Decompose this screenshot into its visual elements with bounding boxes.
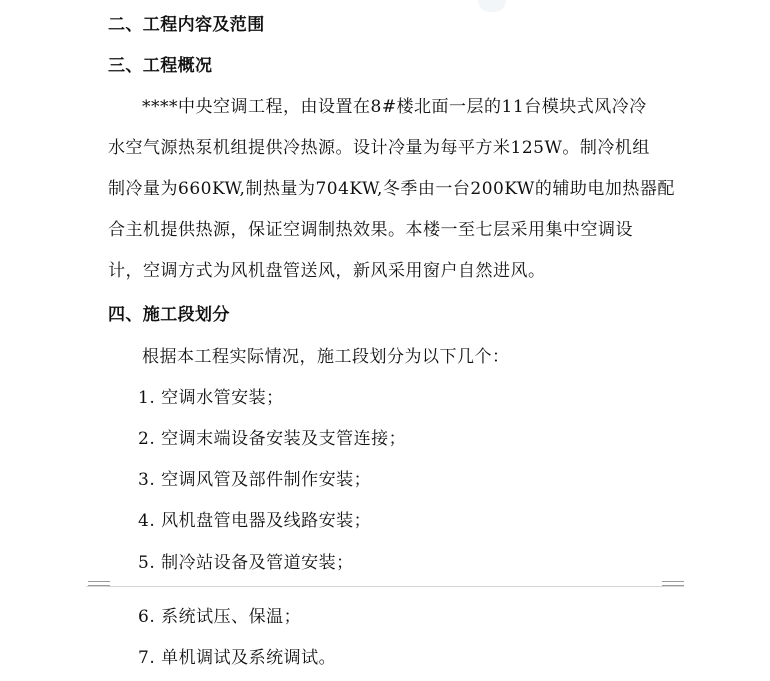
section-heading-overview: 三、工程概况 [108,56,213,76]
division-list-item-3: 3. 空调风管及部件制作安装； [138,470,372,490]
division-list-item-1: 1. 空调水管安装； [138,388,284,408]
division-list-item-7: 7. 单机调试及系统调试。 [138,648,337,668]
division-list-item-5: 5. 制冷站设备及管道安装； [138,553,354,573]
section-heading-division: 四、施工段划分 [108,305,230,325]
division-list-item-4: 4. 风机盘管电器及线路安装； [138,511,372,531]
division-list-item-6: 6. 系统试压、保温； [138,607,302,627]
division-intro-text: 根据本工程实际情况，施工段划分为以下几个： [142,347,510,367]
overview-paragraph-line-5: 计，空调方式为风机盘管送风，新风采用窗户自然进风。 [108,261,546,281]
faint-top-mark [478,0,506,12]
overview-paragraph-line-3: 制冷量为660KW,制热量为704KW,冬季由一台200KW的辅助电加热器配 [108,179,675,199]
page-break-marker-right [662,581,684,590]
division-list-item-2: 2. 空调末端设备安装及支管连接； [138,429,407,449]
overview-paragraph-line-2: 水空气源热泵机组提供冷热源。设计冷量为每平方米125W。制冷机组 [108,138,650,158]
overview-paragraph-line-1: ****中央空调工程，由设置在8#楼北面一层的11台模块式风冷冷 [142,97,647,117]
page-break-line [86,586,684,587]
page-break-marker-left [88,581,110,590]
overview-paragraph-line-4: 合主机提供热源，保证空调制热效果。本楼一至七层采用集中空调设 [108,220,633,240]
section-heading-scope: 二、工程内容及范围 [108,15,265,35]
